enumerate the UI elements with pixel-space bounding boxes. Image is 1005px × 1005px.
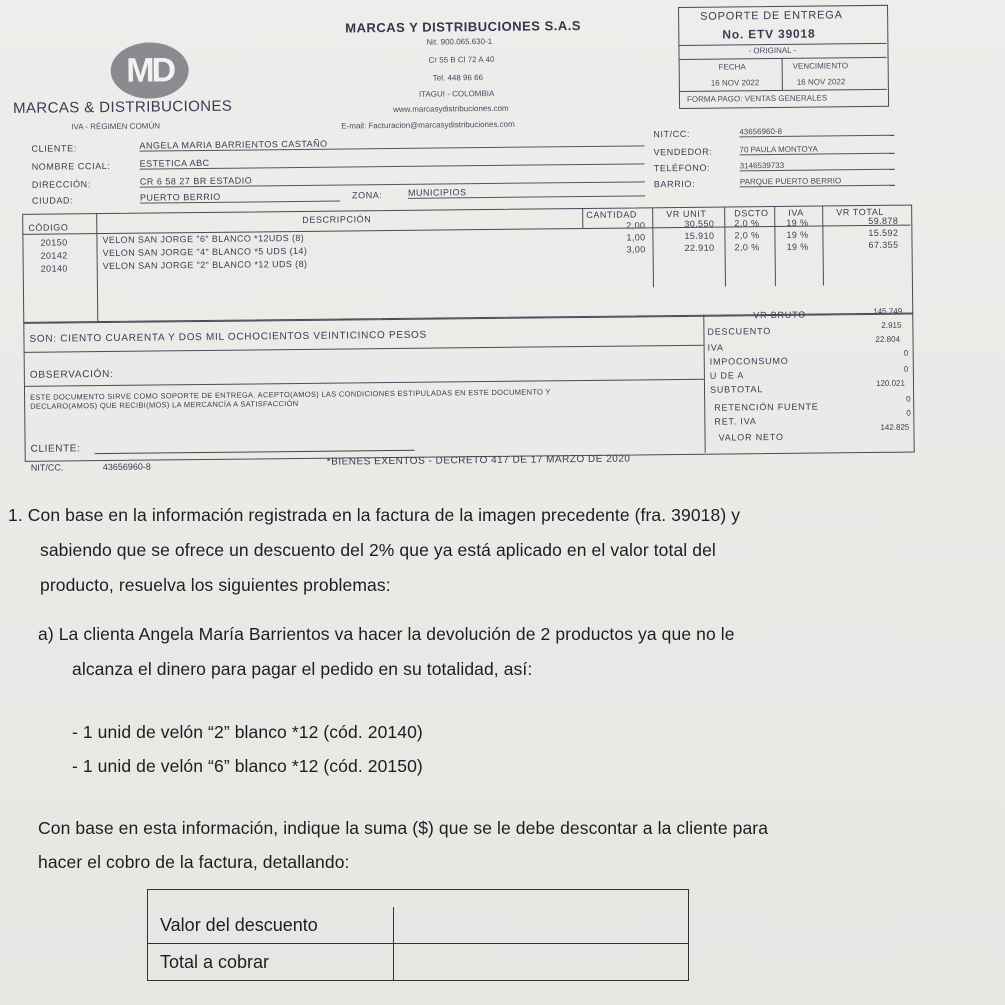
problem-a-line-2: alcanza el dinero para pagar el pedido en su totalidad, así: (72, 659, 533, 679)
fecha-label: FECHA (718, 62, 746, 72)
total-value: 0 (903, 364, 909, 374)
company-logo: MD (110, 42, 189, 99)
support-title: SOPORTE DE ENTREGA (700, 9, 843, 23)
regime: IVA - RÉGIMEN COMÚN (71, 121, 161, 132)
total-value: 0 (906, 394, 911, 404)
total-label: SUBTOTAL (709, 384, 764, 395)
row-total: 59.878 (868, 215, 899, 227)
th-vrtotal: VR TOTAL (836, 206, 885, 218)
row-iva: 19 % (786, 241, 809, 252)
row-unit: 15.910 (684, 230, 715, 241)
total-label: VALOR NETO (718, 431, 784, 443)
row-code: 20150 (40, 237, 68, 248)
row-desc: VELON SAN JORGE "4" BLANCO *5 UDS (14) (102, 245, 308, 259)
nitcc-label: NIT/CC: (653, 128, 691, 140)
barrio-value: PARQUE PUERTO BERRIO (740, 176, 895, 188)
legal-line-2: DECLARO(AMOS) QUE RECIBI(MOS) LA MERCANCÍA A SATISFACCIÓN (30, 399, 299, 411)
fecha-value: 16 NOV 2022 (710, 78, 760, 88)
question-line-1: 1. Con base en la información registrada en la factura de la imagen precedente (fra. 39018) y (8, 505, 741, 525)
row-total: 15.592 (868, 227, 899, 239)
row-iva: 19 % (786, 229, 809, 240)
direccion-label: DIRECCIÓN: (31, 179, 91, 190)
son-text: SON: CIENTO CUARENTA Y DOS MIL OCHOCIENTOS VEINTICINCO PESOS (29, 329, 427, 345)
row-code: 20140 (40, 263, 68, 274)
row-dscto: 2,0 % (734, 230, 760, 241)
ciudad-label: CIUDAD: (31, 195, 74, 206)
row-iva: 19 % (786, 217, 809, 228)
nitcc-value: 43656960-8 (739, 126, 894, 138)
th-iva: IVA (788, 207, 804, 218)
company-name: MARCAS Y DISTRIBUCIONES S.A.S (345, 18, 582, 36)
row-desc: VELON SAN JORGE "2" BLANCO *12 UDS (8) (102, 258, 308, 272)
row-qty: 2,00 (626, 220, 646, 231)
total-label: U DE A (709, 370, 745, 381)
total-value: 142.825 (880, 422, 910, 432)
instruction-line-1: Con base en esta información, indique la suma ($) que se le debe descontar a la cliente para (38, 818, 769, 838)
total-value: 0 (906, 408, 911, 418)
vendedor-value: 70 PAULA MONTOYA (739, 144, 894, 156)
row-qty: 3,00 (626, 244, 646, 255)
company-address: Cr 55 B Cl 72 A 40 (428, 54, 495, 65)
barrio-label: BARRIO: (653, 178, 696, 190)
answer-label: Total a cobrar (148, 944, 394, 980)
total-value: 2.915 (881, 320, 902, 330)
row-total: 67.355 (868, 239, 899, 251)
support-number: No. ETV 39018 (722, 26, 816, 42)
company-city: ITAGUI - COLOMBIA (418, 88, 495, 99)
th-vrunit: VR UNIT (666, 208, 707, 220)
total-value: 22.804 (875, 334, 901, 344)
company-phone: Tel. 448 96 66 (432, 73, 484, 83)
row-unit: 22.910 (684, 242, 715, 253)
row-dscto: 2,0 % (734, 218, 760, 229)
total-label: IMPOCONSUMO (709, 355, 789, 367)
th-cantidad: CANTIDAD (586, 209, 638, 220)
company-web: www.marcasydistribuciones.com (393, 103, 509, 114)
question-line-3: producto, resuelva los siguientes problemas: (40, 575, 391, 595)
total-label: RET. IVA (714, 416, 757, 427)
cliente-sign-label: CLIENTE: (30, 443, 81, 455)
total-value: 120.021 (875, 378, 905, 388)
ccial-value: ESTETICA ABC (140, 153, 645, 169)
company-nit: Nit. 900.065.630-1 (426, 36, 493, 47)
row-desc: VELON SAN JORGE "6" BLANCO *12UDS (8) (102, 232, 305, 246)
company-email: E-mail: Facturacion@marcasydistribuciones.com (341, 119, 515, 131)
row-dscto: 2,0 % (734, 242, 760, 253)
instruction-line-2: hacer el cobro de la factura, detallando: (38, 852, 350, 872)
return-item-2: - 1 unid de velón “6” blanco *12 (cód. 20150) (72, 756, 423, 776)
legal-line-1: ESTE DOCUMENTO SIRVE COMO SOPORTE DE ENTREGA. ACEPTO(AMOS) LAS CONDICIONES ESTIPULADAS EN ESTE DOCUMENTO Y (30, 387, 551, 402)
ccial-label: NOMBRE CCIAL: (31, 160, 111, 172)
th-codigo: CÓDIGO (28, 222, 69, 233)
zona-label: ZONA: (351, 190, 383, 201)
invoice (10, 0, 915, 473)
nitcc-sign-value: 43656960-8 (102, 461, 151, 473)
forma-pago: FORMA PAGO: VENTAS GENERALES (686, 93, 828, 104)
total-value: 145.749 (873, 306, 903, 316)
row-qty: 1,00 (626, 232, 646, 243)
problem-a-line-1: a) La clienta Angela María Barrientos va hacer la devolución de 2 productos ya que no le (38, 624, 735, 644)
vendedor-label: VENDEDOR: (653, 146, 713, 158)
bienes-exentos: *BIENES EXENTOS - DECRETO 417 DE 17 MARZO DE 2020 (326, 453, 631, 468)
zona-value: MUNICIPIOS (408, 185, 645, 198)
answer-row-discount (148, 907, 688, 944)
answer-table (147, 889, 689, 981)
question-line-2: sabiendo que se ofrece un descuento del 2% que ya está aplicado en el valor total del (40, 540, 716, 560)
row-unit: 30.550 (684, 218, 715, 229)
logo-name: MARCAS & DISTRIBUCIONES (12, 97, 233, 117)
telefono-label: TELÉFONO: (653, 162, 711, 174)
vencimiento-value: 16 NOV 2022 (796, 77, 846, 87)
nitcc-sign-label: NIT/CC. (30, 462, 64, 473)
total-label: VR BRUTO (753, 309, 807, 321)
telefono-value: 3146539733 (740, 160, 895, 172)
answer-row-total (148, 944, 688, 980)
observacion-label: OBSERVACIÓN: (29, 368, 114, 381)
total-value: 0 (903, 348, 909, 358)
answer-label: Valor del descuento (148, 907, 394, 943)
total-label: IVA (707, 342, 724, 353)
cliente-value: ANGELA MARIA BARRIENTOS CASTAÑO (139, 135, 644, 151)
total-label: RETENCIÓN FUENTE (714, 401, 819, 413)
row-code: 20142 (40, 250, 68, 261)
direccion-value: CR 6 58 27 BR ESTADIO (140, 171, 645, 187)
return-item-1: - 1 unid de velón “2” blanco *12 (cód. 20140) (72, 722, 423, 742)
th-descripcion: DESCRIPCIÓN (302, 214, 372, 225)
total-label: DESCUENTO (707, 326, 772, 337)
cliente-label: CLIENTE: (31, 143, 77, 154)
support-original: - ORIGINAL - (748, 45, 797, 56)
ciudad-value: PUERTO BERRIO (140, 191, 340, 204)
th-dscto: DSCTO (734, 208, 769, 219)
vencimiento-label: VENCIMIENTO (792, 61, 849, 71)
